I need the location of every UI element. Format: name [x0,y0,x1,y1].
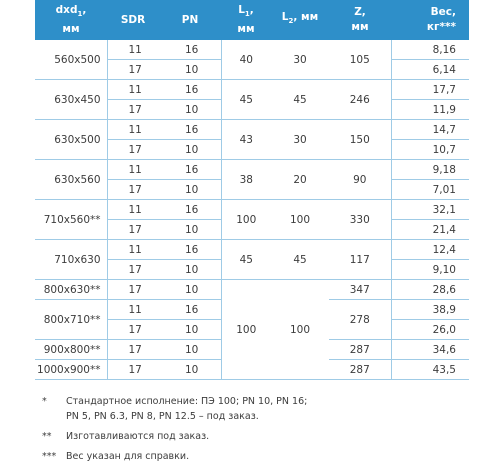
footnote-text: Вес указан для справки. [66,451,190,462]
cell-sdr: 17 [107,180,159,200]
cell-pn: 10 [159,360,221,380]
cell-weight: 6,14 [391,60,469,80]
cell-pn: 16 [159,40,221,60]
header-z: Z, мм [329,0,391,40]
cell-pn: 10 [159,100,221,120]
header-dxd: dxd$_1$, мм [35,0,107,40]
cell-sdr: 11 [107,200,159,220]
cell-dxd: 560x500 [35,40,107,80]
header-pn: PN [159,0,221,40]
cell-pn: 16 [159,240,221,260]
cell-pn: 16 [159,300,221,320]
footnote [42,449,307,464]
cell-dxd: 1000x900** [35,360,107,380]
cell-l1: 45 [221,80,271,120]
cell-dxd: 900x800** [35,340,107,360]
cell-sdr: 17 [107,360,159,380]
cell-sdr: 11 [107,240,159,260]
cell-z: 287 [329,360,391,380]
cell-sdr: 17 [107,140,159,160]
cell-l2: 100 [271,280,329,380]
footnote-text: PN 5, PN 6.3, PN 8, PN 12.5 – под заказ. [66,411,259,422]
footnote [42,394,307,424]
cell-dxd: 800x630** [35,280,107,300]
header-l1: $L_1$, мм [221,0,271,40]
cell-l1: 40 [221,40,271,80]
cell-pn: 10 [159,60,221,80]
footnote-mark: * [42,396,47,407]
cell-sdr: 17 [107,260,159,280]
cell-dxd: 630x560 [35,160,107,200]
table-row [35,200,469,220]
footnote-text: Стандартное исполнение: ПЭ 100; PN 10, PN 16; [66,396,308,407]
specs-table [35,0,469,380]
footnote [42,429,307,444]
cell-z: 246 [329,80,391,120]
cell-sdr: 17 [107,320,159,340]
cell-pn: 10 [159,220,221,240]
cell-weight: 10,7 [391,140,469,160]
cell-pn: 16 [159,160,221,180]
cell-weight: 43,5 [391,360,469,380]
cell-l1: 38 [221,160,271,200]
cell-l1: 45 [221,240,271,280]
cell-dxd: 630x450 [35,80,107,120]
cell-sdr: 11 [107,120,159,140]
cell-weight: 8,16 [391,40,469,60]
cell-pn: 10 [159,180,221,200]
cell-weight: 26,0 [391,320,469,340]
header-weight: Вес, кг*** [391,0,469,40]
cell-l2: 30 [271,120,329,160]
cell-z: 150 [329,120,391,160]
cell-l1: 100 [221,280,271,380]
cell-z: 278 [329,300,391,340]
cell-weight: 12,4 [391,240,469,260]
footnote-mark: ** [42,431,52,442]
cell-weight: 32,1 [391,200,469,220]
cell-sdr: 17 [107,60,159,80]
table-row [35,80,469,100]
cell-l2: 20 [271,160,329,200]
header-sdr: SDR [107,0,159,40]
cell-weight: 14,7 [391,120,469,140]
cell-l1: 100 [221,200,271,240]
cell-l2: 45 [271,240,329,280]
cell-z: 347 [329,280,391,300]
table-row [35,240,469,260]
cell-l2: 45 [271,80,329,120]
header-l2: $L_2$, мм [271,0,329,40]
cell-weight: 9,10 [391,260,469,280]
cell-weight: 38,9 [391,300,469,320]
cell-dxd: 710x560** [35,200,107,240]
cell-pn: 10 [159,280,221,300]
cell-pn: 10 [159,320,221,340]
cell-weight: 9,18 [391,160,469,180]
cell-z: 105 [329,40,391,80]
cell-pn: 16 [159,200,221,220]
cell-pn: 16 [159,80,221,100]
cell-pn: 10 [159,340,221,360]
cell-sdr: 17 [107,340,159,360]
cell-sdr: 11 [107,300,159,320]
cell-dxd: 800x710** [35,300,107,340]
cell-weight: 17,7 [391,80,469,100]
cell-pn: 16 [159,120,221,140]
cell-sdr: 17 [107,220,159,240]
footnote-text: Изготавливаются под заказ. [66,431,210,442]
footnote-mark: *** [42,451,57,462]
cell-l1: 43 [221,120,271,160]
cell-pn: 10 [159,140,221,160]
cell-dxd: 630x500 [35,120,107,160]
cell-l2: 30 [271,40,329,80]
table-row [35,280,469,300]
cell-dxd: 710x630 [35,240,107,280]
cell-weight: 11,9 [391,100,469,120]
cell-sdr: 17 [107,100,159,120]
cell-z: 117 [329,240,391,280]
table-row [35,40,469,60]
cell-pn: 10 [159,260,221,280]
table-row [35,120,469,140]
cell-sdr: 11 [107,40,159,60]
cell-z: 90 [329,160,391,200]
cell-sdr: 17 [107,280,159,300]
cell-weight: 21,4 [391,220,469,240]
cell-l2: 100 [271,200,329,240]
header-row [35,0,469,40]
cell-sdr: 11 [107,160,159,180]
footnotes [42,394,307,464]
cell-sdr: 11 [107,80,159,100]
cell-z: 287 [329,340,391,360]
cell-weight: 28,6 [391,280,469,300]
cell-z: 330 [329,200,391,240]
table-row [35,160,469,180]
cell-weight: 34,6 [391,340,469,360]
cell-weight: 7,01 [391,180,469,200]
